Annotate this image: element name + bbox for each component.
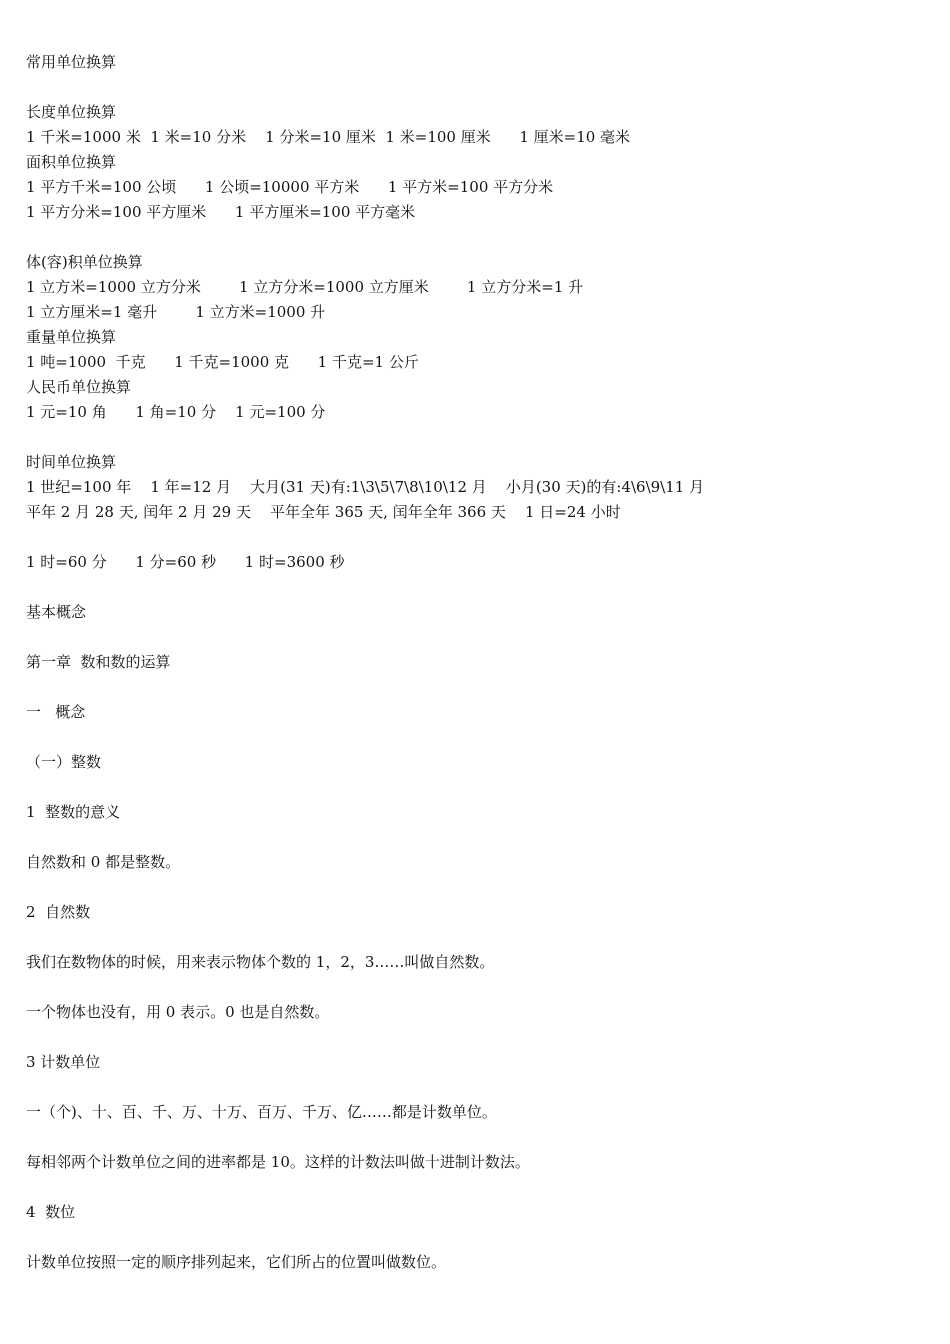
text-line: 1 立方厘米=1 毫升 1 立方米=1000 升 — [26, 303, 326, 321]
spacer — [26, 1125, 926, 1150]
text-line: 1 立方米=1000 立方分米 1 立方分米=1000 立方厘米 1 立方分米=1 升 — [26, 278, 584, 296]
spacer — [26, 1225, 926, 1250]
text-line: 每相邻两个计数单位之间的进率都是 10。这样的计数法叫做十进制计数法。 — [26, 1153, 530, 1171]
doc-title: 常用单位换算 — [26, 53, 117, 71]
text-line: 一（个)、十、百、千、万、十万、百万、千万、亿……都是计数单位。 — [26, 1103, 497, 1121]
text-line: 1 平方分米=100 平方厘米 1 平方厘米=100 平方毫米 — [26, 203, 416, 221]
text-line: 1 世纪=100 年 1 年=12 月 大月(31 天)有:1\3\5\7\8\10\12 月 小月(30 天)的有:4\6\9\11 月 — [26, 478, 705, 496]
spacer — [26, 425, 926, 450]
spacer — [26, 675, 926, 700]
section-heading: 人民币单位换算 — [26, 378, 132, 396]
item-heading: 1 整数的意义 — [26, 803, 121, 821]
spacer — [26, 925, 926, 950]
spacer — [26, 525, 926, 550]
text-line: 1 元=10 角 1 角=10 分 1 元=100 分 — [26, 403, 326, 421]
subsection-heading: （一）整数 — [26, 753, 102, 771]
item-heading: 3 计数单位 — [26, 1053, 101, 1071]
document-body — [26, 50, 926, 1275]
spacer — [26, 575, 926, 600]
text-line: 平年 2 月 28 天, 闰年 2 月 29 天 平年全年 365 天, 闰年全年 366 天 1 日=24 小时 — [26, 503, 621, 521]
item-heading: 2 自然数 — [26, 903, 91, 921]
text-line: 1 吨=1000 千克 1 千克=1000 克 1 千克=1 公斤 — [26, 353, 419, 371]
text-line: 1 时=60 分 1 分=60 秒 1 时=3600 秒 — [26, 553, 345, 571]
chapter-heading: 第一章 数和数的运算 — [26, 653, 171, 671]
spacer — [26, 75, 926, 100]
text-line: 一个物体也没有，用 0 表示。0 也是自然数。 — [26, 1003, 330, 1021]
text-line: 1 平方千米=100 公顷 1 公顷=10000 平方米 1 平方米=100 平方分米 — [26, 178, 554, 196]
section-heading: 重量单位换算 — [26, 328, 117, 346]
section-heading: 体(容)积单位换算 — [26, 253, 143, 271]
spacer — [26, 775, 926, 800]
section-heading: 一 概念 — [26, 703, 86, 721]
spacer — [26, 725, 926, 750]
spacer — [26, 1075, 926, 1100]
section-heading: 面积单位换算 — [26, 153, 117, 171]
section-heading: 长度单位换算 — [26, 103, 117, 121]
spacer — [26, 1175, 926, 1200]
spacer — [26, 875, 926, 900]
spacer — [26, 975, 926, 1000]
section-heading: 时间单位换算 — [26, 453, 117, 471]
spacer — [26, 825, 926, 850]
section-heading: 基本概念 — [26, 603, 87, 621]
spacer — [26, 1025, 926, 1050]
spacer — [26, 225, 926, 250]
text-line: 自然数和 0 都是整数。 — [26, 853, 181, 871]
text-line: 1 千米=1000 米 1 米=10 分米 1 分米=10 厘米 1 米=100 厘米 1 厘米=10 毫米 — [26, 128, 631, 146]
spacer — [26, 625, 926, 650]
text-line: 计数单位按照一定的顺序排列起来，它们所占的位置叫做数位。 — [26, 1253, 447, 1271]
item-heading: 4 数位 — [26, 1203, 76, 1221]
text-line: 我们在数物体的时候，用来表示物体个数的 1，2，3……叫做自然数。 — [26, 953, 495, 971]
